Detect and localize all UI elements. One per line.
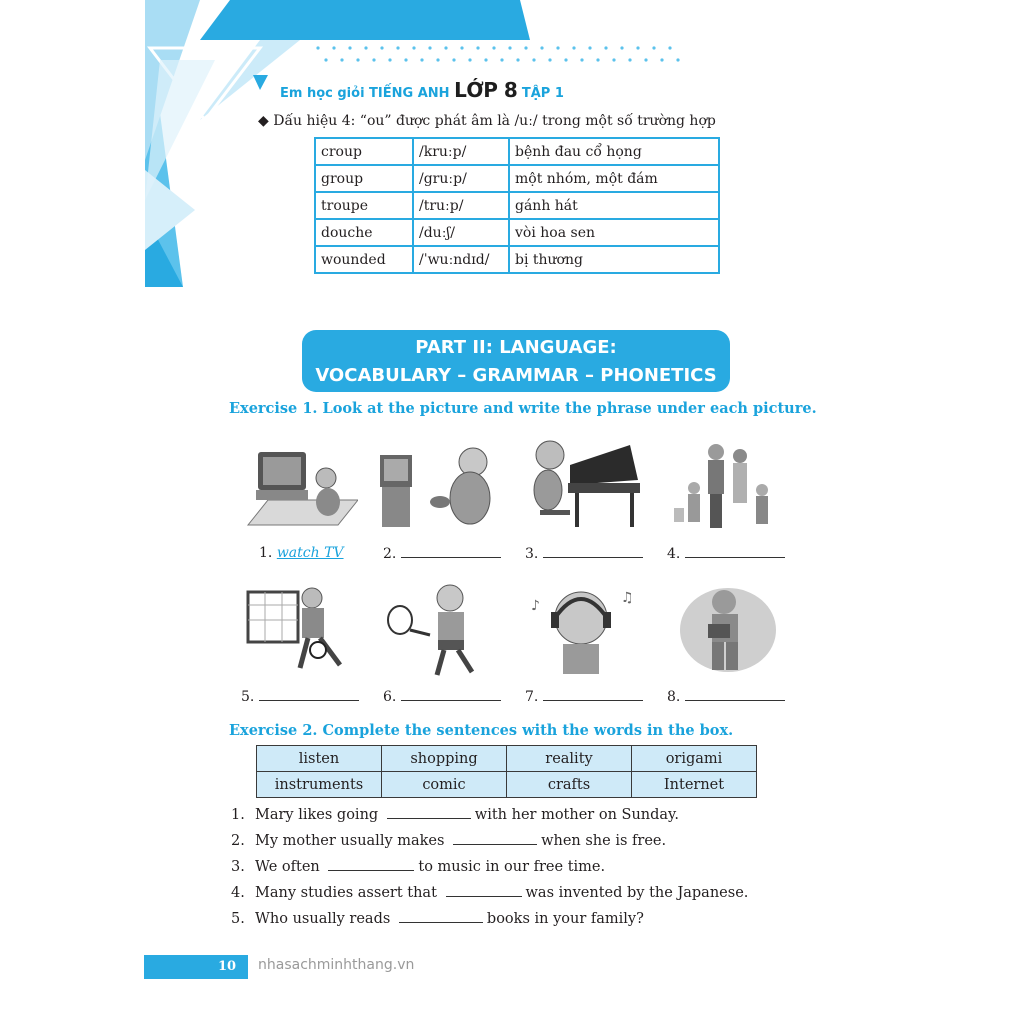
word-box-item: instruments bbox=[257, 772, 382, 798]
word-box-row bbox=[257, 746, 757, 772]
sentence-1: 1. Mary likes going with her mother on Sunday. bbox=[231, 807, 679, 823]
answer-blank-6[interactable] bbox=[401, 688, 501, 701]
word-box-item: Internet bbox=[632, 772, 757, 798]
book-title-small: Em học giỏi TIẾNG ANH bbox=[280, 86, 450, 101]
caption-4: 4. bbox=[667, 545, 785, 562]
answer-blank-3[interactable] bbox=[543, 545, 643, 558]
phonetics-meaning: vòi hoa sen bbox=[509, 219, 719, 246]
phonetics-ipa: /ˈwuːndɪd/ bbox=[413, 246, 509, 273]
page-number: 10 bbox=[218, 959, 237, 974]
phonetics-row bbox=[315, 219, 719, 246]
boy-listening-music-icon bbox=[523, 580, 643, 680]
sentence-5: 5. Who usually reads books in your family? bbox=[231, 911, 644, 927]
sentence-blank-4[interactable] bbox=[446, 884, 522, 897]
phonetics-ipa: /kruːp/ bbox=[413, 138, 509, 165]
answer-blank-4[interactable] bbox=[685, 545, 785, 558]
phonetics-ipa: /gruːp/ bbox=[413, 165, 509, 192]
phonetics-word: douche bbox=[315, 219, 413, 246]
phonetics-row bbox=[315, 246, 719, 273]
pronunciation-hint: ◆ Dấu hiệu 4: “ou” được phát âm là /uː/ trong một số trường hợp bbox=[258, 113, 716, 129]
book-title-volume: TẬP 1 bbox=[521, 86, 564, 101]
sentence-blank-3[interactable] bbox=[328, 858, 414, 871]
phonetics-row bbox=[315, 165, 719, 192]
word-box bbox=[256, 745, 757, 798]
exercise1-title: Exercise 1. Look at the picture and write the phrase under each picture. bbox=[229, 400, 817, 417]
phonetics-ipa: /truːp/ bbox=[413, 192, 509, 219]
sentence-blank-2[interactable] bbox=[453, 832, 537, 845]
answer-blank-7[interactable] bbox=[543, 688, 643, 701]
boy-playing-football-icon bbox=[240, 580, 360, 680]
phonetics-row bbox=[315, 138, 719, 165]
phonetics-row bbox=[315, 192, 719, 219]
phonetics-meaning: một nhóm, một đám bbox=[509, 165, 719, 192]
sentence-blank-5[interactable] bbox=[399, 910, 483, 923]
answer-blank-2[interactable] bbox=[401, 545, 501, 558]
svg-text:♫: ♫ bbox=[621, 590, 634, 606]
exercise2-title: Exercise 2. Complete the sentences with the words in the box. bbox=[229, 722, 734, 739]
caption-2: 2. bbox=[383, 545, 501, 562]
caption-7: 7. bbox=[525, 688, 643, 705]
answer-1: watch TV bbox=[276, 545, 344, 561]
sentence-4: 4. Many studies assert that was invented by the Japanese. bbox=[231, 885, 749, 901]
phonetics-word: group bbox=[315, 165, 413, 192]
caption-5: 5. bbox=[241, 688, 359, 705]
sentence-blank-1[interactable] bbox=[387, 806, 471, 819]
part-banner-line1: PART II: LANGUAGE: bbox=[415, 337, 617, 358]
site-name: nhasachminhthang.vn bbox=[258, 957, 415, 973]
boy-playing-tennis-icon bbox=[382, 580, 502, 680]
phonetics-word: wounded bbox=[315, 246, 413, 273]
book-title-grade: LỚP 8 bbox=[454, 78, 518, 102]
part-banner bbox=[302, 330, 730, 392]
phonetics-table bbox=[314, 137, 720, 274]
phonetics-ipa: /duːʃ/ bbox=[413, 219, 509, 246]
phonetics-meaning: bị thương bbox=[509, 246, 719, 273]
phonetics-meaning: gánh hát bbox=[509, 192, 719, 219]
word-box-item: shopping bbox=[382, 746, 507, 772]
part-banner-line2: VOCABULARY – GRAMMAR – PHONETICS bbox=[315, 365, 717, 386]
word-box-item: listen bbox=[257, 746, 382, 772]
word-box-item: comic bbox=[382, 772, 507, 798]
sentence-2: 2. My mother usually makes when she is free. bbox=[231, 833, 667, 849]
child-watching-tv-icon bbox=[238, 440, 358, 540]
girl-playing-piano-icon bbox=[520, 435, 640, 535]
caption-1: 1. watch TV bbox=[259, 545, 344, 561]
word-box-item: reality bbox=[507, 746, 632, 772]
answer-blank-5[interactable] bbox=[259, 688, 359, 701]
caption-6: 6. bbox=[383, 688, 501, 705]
book-title bbox=[280, 78, 564, 102]
phonetics-word: croup bbox=[315, 138, 413, 165]
girl-reading-book-icon bbox=[668, 578, 788, 678]
answer-blank-8[interactable] bbox=[685, 688, 785, 701]
phonetics-word: troupe bbox=[315, 192, 413, 219]
svg-text:♪: ♪ bbox=[531, 598, 540, 614]
word-box-item: origami bbox=[632, 746, 757, 772]
family-shopping-icon bbox=[664, 438, 784, 538]
word-box-row bbox=[257, 772, 757, 798]
phonetics-meaning: bệnh đau cổ họng bbox=[509, 138, 719, 165]
caption-3: 3. bbox=[525, 545, 643, 562]
caption-8: 8. bbox=[667, 688, 785, 705]
sentence-3: 3. We often to music in our free time. bbox=[231, 859, 606, 875]
word-box-item: crafts bbox=[507, 772, 632, 798]
boy-playing-video-games-icon bbox=[378, 440, 498, 540]
